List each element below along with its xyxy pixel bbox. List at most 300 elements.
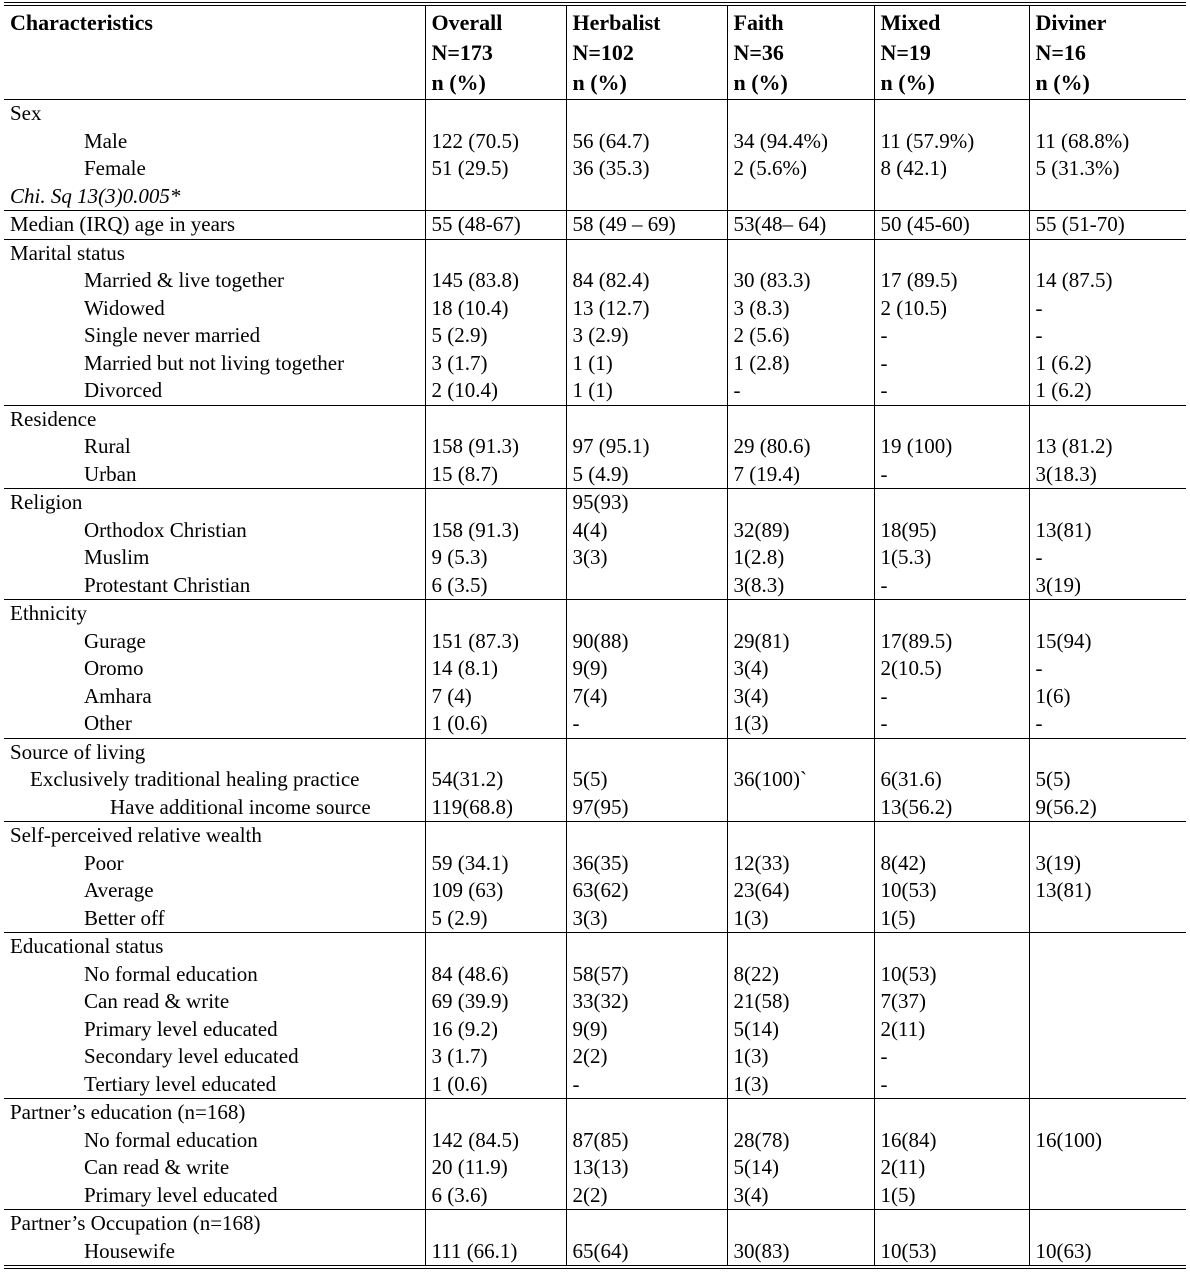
table-cell: 84 (82.4): [566, 267, 727, 295]
table-cell: [727, 1210, 874, 1238]
table-cell: [874, 239, 1029, 267]
table-cell: [1029, 1154, 1186, 1182]
table-cell: 3 (1.7): [425, 1043, 566, 1071]
header-characteristics-label: Characteristics: [10, 10, 153, 35]
table-row: [4, 433, 1186, 461]
group-title: Source of living: [4, 738, 425, 766]
table-cell: 28(78): [727, 1127, 874, 1155]
table-cell: [1029, 738, 1186, 766]
table-header-row: [4, 4, 1186, 100]
table-cell: 1(3): [727, 1043, 874, 1071]
table-cell: 5 (4.9): [566, 461, 727, 489]
table-cell: 55 (48-67): [425, 211, 566, 240]
table-group-row: [4, 100, 1186, 128]
table-cell: 109 (63): [425, 877, 566, 905]
table-cell: 16 (9.2): [425, 1016, 566, 1044]
table-cell: 5(5): [566, 766, 727, 794]
table-cell: [566, 100, 727, 128]
table-cell: 97(95): [566, 794, 727, 822]
table-cell: [874, 100, 1029, 128]
header-col-name: Herbalist: [572, 10, 661, 35]
table-cell: 11 (57.9%): [874, 128, 1029, 156]
table-cell: 34 (94.4%): [727, 128, 874, 156]
table-cell: -: [727, 377, 874, 405]
table-cell: -: [874, 377, 1029, 405]
table-cell: [1029, 1182, 1186, 1210]
table-row: [4, 683, 1186, 711]
table-cell: [425, 933, 566, 961]
table-cell: [566, 239, 727, 267]
row-label: Single never married: [84, 323, 261, 347]
table-cell: -: [874, 350, 1029, 378]
table-row: [4, 1154, 1186, 1182]
table-cell: 3(8.3): [727, 572, 874, 600]
table-cell: 5(14): [727, 1016, 874, 1044]
table-cell: 7 (4): [425, 683, 566, 711]
table-cell: 18(95): [874, 517, 1029, 545]
table-cell: 1 (2.8): [727, 350, 874, 378]
table-cell: [1029, 183, 1186, 211]
table-cell: 53(48– 64): [727, 211, 874, 240]
table-cell: -: [874, 683, 1029, 711]
table-row: [4, 267, 1186, 295]
row-label: Urban: [84, 461, 137, 486]
table-cell: 36 (35.3): [566, 155, 727, 183]
table-cell: 122 (70.5): [425, 128, 566, 156]
table-cell: [1029, 600, 1186, 628]
header-col-n: N=102: [572, 40, 634, 65]
group-title: Residence: [4, 405, 425, 433]
table-body: [4, 100, 1186, 1268]
table-cell: [874, 600, 1029, 628]
table-group-row: [4, 489, 1186, 517]
table-group-row: [4, 211, 1186, 240]
table-cell: -: [874, 322, 1029, 350]
table-cell: 1(6): [1029, 683, 1186, 711]
table-cell: 13(81): [1029, 877, 1186, 905]
table-cell: -: [1029, 544, 1186, 572]
table-row: [4, 1127, 1186, 1155]
table-group-row: [4, 1099, 1186, 1127]
table-cell: [566, 572, 727, 600]
table-row: [4, 155, 1186, 183]
table-cell: [874, 183, 1029, 211]
table-cell: [425, 489, 566, 517]
table-cell: [727, 794, 874, 822]
row-label: Average: [84, 878, 154, 902]
row-label: Primary level educated: [84, 1016, 278, 1041]
table-cell: 18 (10.4): [425, 295, 566, 323]
table-cell: 1 (6.2): [1029, 377, 1186, 405]
header-col-n: N=173: [431, 40, 493, 65]
table-cell: [1029, 100, 1186, 128]
table-cell: 14 (8.1): [425, 655, 566, 683]
table-cell: -: [874, 1043, 1029, 1071]
row-label: Exclusively traditional healing practice: [30, 767, 360, 791]
header-characteristics: [4, 4, 425, 100]
table-cell: [727, 933, 874, 961]
row-label: Married & live together: [84, 268, 285, 292]
table-cell: [727, 1099, 874, 1127]
header-col-n: N=36: [733, 40, 784, 65]
header-col-n: N=19: [880, 40, 931, 65]
table-cell: 3(4): [727, 683, 874, 711]
row-label: Amhara: [84, 683, 152, 708]
table-cell: [566, 183, 727, 211]
table-cell: 142 (84.5): [425, 1127, 566, 1155]
table-cell: [425, 239, 566, 267]
table-cell: 65(64): [566, 1238, 727, 1268]
table-cell: 2(10.5): [874, 655, 1029, 683]
table-cell: 119(68.8): [425, 794, 566, 822]
table-cell: 1(3): [727, 710, 874, 738]
table-cell: [425, 822, 566, 850]
row-label: Better off: [84, 905, 165, 930]
table-cell: 19 (100): [874, 433, 1029, 461]
table-cell: 2(2): [566, 1182, 727, 1210]
row-label: Can read & write: [84, 1155, 230, 1179]
table-cell: 3(4): [727, 1182, 874, 1210]
header-col-unit: n (%): [1035, 70, 1090, 95]
table-cell: [425, 183, 566, 211]
table-cell: 29 (80.6): [727, 433, 874, 461]
table-cell: 10(53): [874, 1238, 1029, 1268]
table-cell: 20 (11.9): [425, 1154, 566, 1182]
table-cell: 6 (3.5): [425, 572, 566, 600]
table-cell: [874, 933, 1029, 961]
row-label: Married but not living together: [84, 350, 345, 375]
characteristics-table: [4, 2, 1186, 1269]
table-cell: 13(81): [1029, 517, 1186, 545]
table-row: [4, 128, 1186, 156]
table-cell: 13(13): [566, 1154, 727, 1182]
table-cell: 1 (0.6): [425, 710, 566, 738]
table-cell: 2 (10.4): [425, 377, 566, 405]
table-row: [4, 1238, 1186, 1268]
table-cell: [1029, 933, 1186, 961]
table-cell: 17 (89.5): [874, 267, 1029, 295]
table-cell: [1029, 1016, 1186, 1044]
table-cell: 1 (0.6): [425, 1071, 566, 1099]
table-cell: 17(89.5): [874, 628, 1029, 656]
table-cell: [1029, 1210, 1186, 1238]
table-cell: 7 (19.4): [727, 461, 874, 489]
table-cell: 2(11): [874, 1016, 1029, 1044]
row-label: Muslim: [84, 545, 150, 569]
table-cell: [727, 600, 874, 628]
table-cell: [425, 405, 566, 433]
table-cell: 6(31.6): [874, 766, 1029, 794]
table-cell: [566, 405, 727, 433]
table-cell: [1029, 405, 1186, 433]
table-cell: [727, 738, 874, 766]
header-col-mixed: [874, 4, 1029, 100]
table-cell: 23(64): [727, 877, 874, 905]
group-title: Partner’s Occupation (n=168): [4, 1210, 425, 1238]
table-cell: 13 (12.7): [566, 295, 727, 323]
row-label: Male: [84, 128, 128, 153]
table-cell: 8(42): [874, 850, 1029, 878]
table-cell: -: [566, 710, 727, 738]
table-cell: 55 (51-70): [1029, 211, 1186, 240]
table-cell: 87(85): [566, 1127, 727, 1155]
table-cell: [874, 1210, 1029, 1238]
table-cell: 5 (31.3%): [1029, 155, 1186, 183]
table-cell: [1029, 1099, 1186, 1127]
table-cell: 3(3): [566, 544, 727, 572]
table-cell: 1(5.3): [874, 544, 1029, 572]
row-label: Have additional income source: [110, 794, 371, 819]
table-cell: [1029, 988, 1186, 1016]
table-cell: 1(5): [874, 905, 1029, 933]
table-row: [4, 710, 1186, 738]
table-cell: 10(53): [874, 877, 1029, 905]
table-cell: [727, 489, 874, 517]
table-row: [4, 988, 1186, 1016]
table-cell: 2(2): [566, 1043, 727, 1071]
table-cell: [1029, 1071, 1186, 1099]
table-cell: [425, 100, 566, 128]
table-cell: 1 (6.2): [1029, 350, 1186, 378]
table-cell: -: [1029, 322, 1186, 350]
table-group-row: [4, 822, 1186, 850]
table-cell: 33(32): [566, 988, 727, 1016]
table-cell: [727, 100, 874, 128]
group-title: Educational status: [4, 933, 425, 961]
table-cell: 36(100)`: [727, 766, 874, 794]
header-col-unit: n (%): [572, 70, 627, 95]
table-cell: 59 (34.1): [425, 850, 566, 878]
table-group-row: [4, 405, 1186, 433]
table-cell: 50 (45-60): [874, 211, 1029, 240]
header-col-unit: n (%): [880, 70, 935, 95]
row-label: Primary level educated: [84, 1182, 278, 1207]
table-row: [4, 295, 1186, 323]
row-label: No formal education: [84, 1127, 258, 1152]
header-col-name: Mixed: [880, 10, 941, 35]
row-label: Other: [84, 711, 132, 735]
table-cell: 111 (66.1): [425, 1238, 566, 1268]
table-cell: [566, 738, 727, 766]
table-cell: [874, 822, 1029, 850]
table-cell: 63(62): [566, 877, 727, 905]
table-row: [4, 517, 1186, 545]
table-cell: 2 (5.6%): [727, 155, 874, 183]
table-cell: [1029, 1043, 1186, 1071]
table-cell: 56 (64.7): [566, 128, 727, 156]
group-title: Median (IRQ) age in years: [4, 211, 425, 240]
group-title: Sex: [4, 100, 425, 128]
group-title: Partner’s education (n=168): [4, 1099, 425, 1127]
row-label: Oromo: [84, 656, 144, 680]
table-cell: 95(93): [566, 489, 727, 517]
header-col-unit: n (%): [431, 70, 486, 95]
table-cell: 3 (8.3): [727, 295, 874, 323]
table-cell: 3(4): [727, 655, 874, 683]
table-row: [4, 572, 1186, 600]
table-cell: [874, 738, 1029, 766]
table-cell: [1029, 239, 1186, 267]
table-cell: [727, 239, 874, 267]
table-cell: -: [874, 461, 1029, 489]
statistic-note: Chi. Sq 13(3)0.005*: [10, 183, 181, 208]
table-cell: 1(3): [727, 1071, 874, 1099]
row-label: No formal education: [84, 961, 258, 986]
table-cell: 9(9): [566, 655, 727, 683]
table-cell: [1029, 905, 1186, 933]
table-row: [4, 377, 1186, 405]
header-col-faith: [727, 4, 874, 100]
table-cell: [1029, 961, 1186, 989]
table-cell: 1(2.8): [727, 544, 874, 572]
table-cell: 7(4): [566, 683, 727, 711]
table-row: [4, 961, 1186, 989]
table-cell: 3(19): [1029, 850, 1186, 878]
table-group-row: [4, 600, 1186, 628]
table-cell: [566, 1210, 727, 1238]
table-cell: 3(19): [1029, 572, 1186, 600]
table-cell: 4(4): [566, 517, 727, 545]
header-col-diviner: [1029, 4, 1186, 100]
table-cell: 1(5): [874, 1182, 1029, 1210]
table-cell: 145 (83.8): [425, 267, 566, 295]
table-cell: [874, 1099, 1029, 1127]
table-cell: [425, 738, 566, 766]
table-row: [4, 850, 1186, 878]
row-label: Protestant Christian: [84, 572, 251, 597]
group-title: Ethnicity: [4, 600, 425, 628]
table-cell: 14 (87.5): [1029, 267, 1186, 295]
table-cell: [874, 489, 1029, 517]
table-cell: [566, 822, 727, 850]
header-col-unit: n (%): [733, 70, 788, 95]
table-cell: 8 (42.1): [874, 155, 1029, 183]
table-cell: 158 (91.3): [425, 517, 566, 545]
table-cell: 3 (2.9): [566, 322, 727, 350]
table-cell: -: [1029, 295, 1186, 323]
table-cell: 6 (3.6): [425, 1182, 566, 1210]
table-cell: 2 (10.5): [874, 295, 1029, 323]
table-cell: [1029, 822, 1186, 850]
table-cell: -: [874, 710, 1029, 738]
group-title: Self-perceived relative wealth: [4, 822, 425, 850]
table-cell: 3 (1.7): [425, 350, 566, 378]
table-cell: 15 (8.7): [425, 461, 566, 489]
row-label: Divorced: [84, 378, 163, 402]
table-cell: 84 (48.6): [425, 961, 566, 989]
table-cell: -: [566, 1071, 727, 1099]
table-cell: [727, 405, 874, 433]
table-cell: 97 (95.1): [566, 433, 727, 461]
table-cell: 54(31.2): [425, 766, 566, 794]
table-group-row: [4, 1210, 1186, 1238]
table-cell: 30(83): [727, 1238, 874, 1268]
group-title: Religion: [4, 489, 425, 517]
table-row: [4, 544, 1186, 572]
table-cell: 3(18.3): [1029, 461, 1186, 489]
table-cell: 7(37): [874, 988, 1029, 1016]
table-cell: [566, 933, 727, 961]
table-cell: 3(3): [566, 905, 727, 933]
table-cell: 36(35): [566, 850, 727, 878]
table-cell: -: [874, 572, 1029, 600]
table-cell: 9 (5.3): [425, 544, 566, 572]
row-label: Secondary level educated: [84, 1044, 299, 1068]
table-cell: 15(94): [1029, 628, 1186, 656]
table-cell: [874, 405, 1029, 433]
table-row: [4, 350, 1186, 378]
row-label: Housewife: [84, 1238, 175, 1263]
table-cell: 21(58): [727, 988, 874, 1016]
row-label: Can read & write: [84, 989, 230, 1013]
table-cell: 58(57): [566, 961, 727, 989]
table-row: [4, 655, 1186, 683]
table-cell: 8(22): [727, 961, 874, 989]
table-cell: 10(63): [1029, 1238, 1186, 1268]
header-col-name: Faith: [733, 10, 784, 35]
table-group-row: [4, 933, 1186, 961]
header-col-name: Diviner: [1035, 10, 1107, 35]
table-cell: -: [1029, 710, 1186, 738]
table-cell: 51 (29.5): [425, 155, 566, 183]
row-label: Rural: [84, 434, 131, 458]
row-label: Tertiary level educated: [84, 1071, 277, 1096]
row-label: Poor: [84, 850, 124, 875]
table-row: [4, 877, 1186, 905]
table-cell: 1 (1): [566, 377, 727, 405]
table-cell: 13 (81.2): [1029, 433, 1186, 461]
table-cell: [425, 1099, 566, 1127]
group-title: Marital status: [4, 239, 425, 267]
table-cell: [425, 1210, 566, 1238]
table-cell: [566, 1099, 727, 1127]
table-cell: [727, 822, 874, 850]
table-row: [4, 628, 1186, 656]
table-row: [4, 322, 1186, 350]
table-cell: 12(33): [727, 850, 874, 878]
row-label: Orthodox Christian: [84, 517, 247, 542]
table-row: [4, 1182, 1186, 1210]
table-cell: 69 (39.9): [425, 988, 566, 1016]
table-cell: -: [874, 1071, 1029, 1099]
table-cell: 13(56.2): [874, 794, 1029, 822]
table-cell: 5 (2.9): [425, 322, 566, 350]
row-label: Widowed: [84, 295, 165, 320]
table-cell: 11 (68.8%): [1029, 128, 1186, 156]
row-label: Gurage: [84, 628, 146, 653]
table-cell: 2 (5.6): [727, 322, 874, 350]
table-cell: 158 (91.3): [425, 433, 566, 461]
table-cell: 90(88): [566, 628, 727, 656]
table-note-row: [4, 183, 1186, 211]
table-cell: 5(14): [727, 1154, 874, 1182]
table-cell: [425, 600, 566, 628]
table-row: [4, 1071, 1186, 1099]
table-group-row: [4, 738, 1186, 766]
table-cell: 9(9): [566, 1016, 727, 1044]
table-cell: 10(53): [874, 961, 1029, 989]
table-cell: 32(89): [727, 517, 874, 545]
table-cell: 30 (83.3): [727, 267, 874, 295]
table-cell: -: [1029, 655, 1186, 683]
table-cell: [1029, 489, 1186, 517]
table-row: [4, 794, 1186, 822]
table-row: [4, 461, 1186, 489]
table-cell: 151 (87.3): [425, 628, 566, 656]
table-cell: 5(5): [1029, 766, 1186, 794]
table-row: [4, 1043, 1186, 1071]
header-col-n: N=16: [1035, 40, 1086, 65]
